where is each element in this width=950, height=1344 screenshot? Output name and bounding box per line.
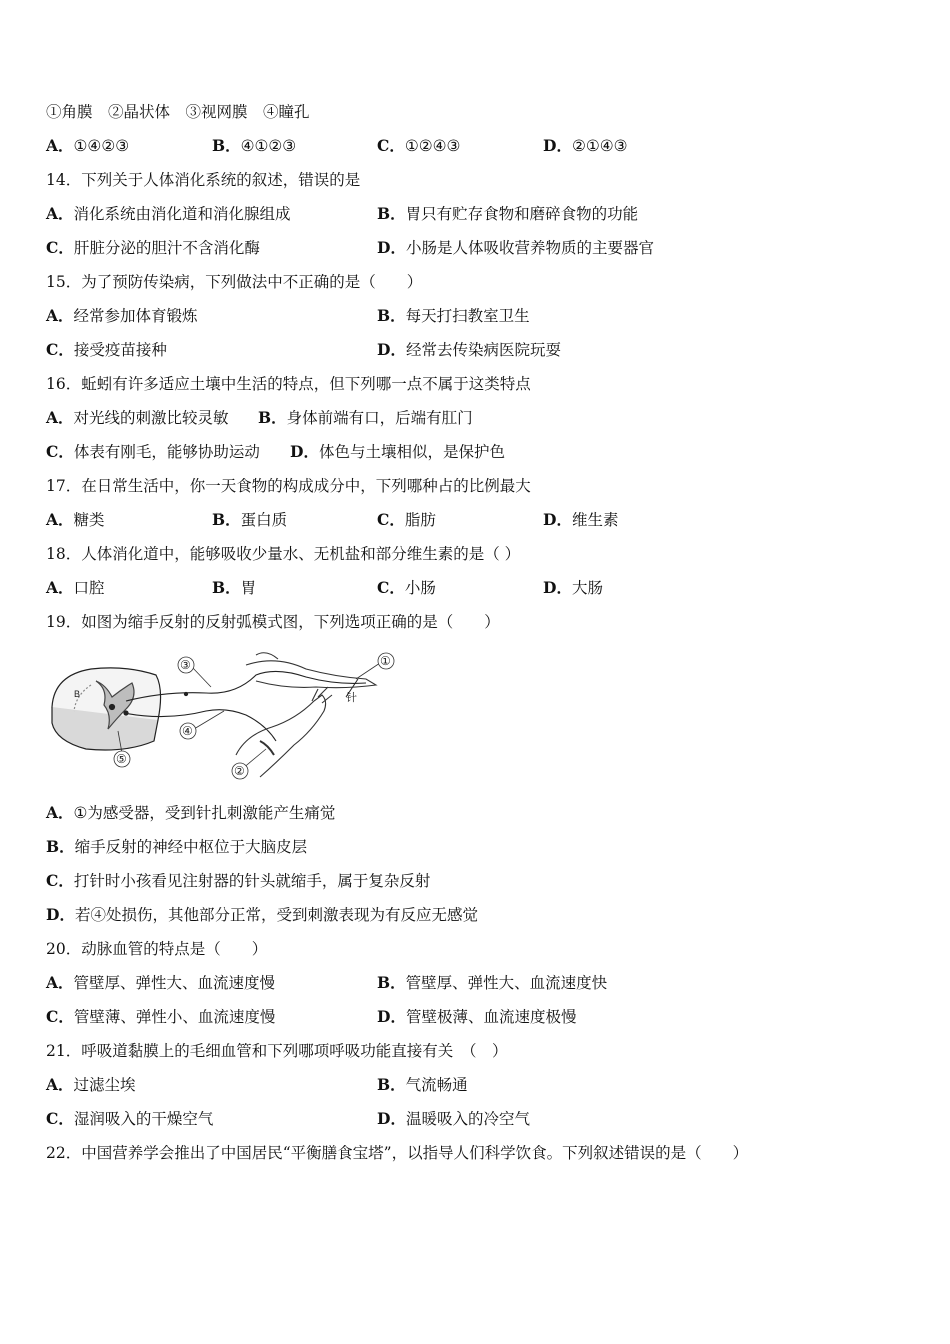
q13-option-c: C．①②④③ (377, 136, 461, 155)
figure-label-4: ④ (182, 724, 193, 738)
q19-option-d: D．若④处损伤，其他部分正常，受到刺激表现为有反应无感觉 (46, 905, 478, 924)
q21-stem: 21．呼吸道黏膜上的毛细血管和下列哪项呼吸功能直接有关 （ ） (46, 1042, 508, 1060)
q14-option-a: A．消化系统由消化道和消化腺组成 (46, 204, 291, 223)
q18-option-b: B．胃 (212, 578, 257, 597)
figure-label-b: B (74, 689, 81, 699)
figure-label-1: ① (380, 654, 391, 668)
q16-option-d: D．体色与土壤相似，是保护色 (290, 442, 505, 461)
q13-option-b: B．④①②③ (212, 136, 297, 155)
q13-option-a: A．①④②③ (46, 136, 130, 155)
spinal-cord-section (52, 668, 161, 750)
q14-stem: 14．下列关于人体消化系统的叙述，错误的是 (46, 171, 361, 189)
q19-option-b: B．缩手反射的神经中枢位于大脑皮层 (46, 837, 308, 856)
q21-option-b: B．气流畅通 (377, 1075, 468, 1094)
q14-option-d: D．小肠是人体吸收营养物质的主要器官 (377, 238, 654, 257)
q20-option-d: D．管壁极薄、血流速度极慢 (377, 1007, 577, 1026)
q16-option-a: A．对光线的刺激比较灵敏 (46, 408, 229, 427)
q22-stem: 22．中国营养学会推出了中国居民“平衡膳食宝塔”，以指导人们科学饮食。下列叙述错误的是（ ） (46, 1144, 749, 1162)
q17-option-d: D．维生素 (543, 510, 619, 529)
q16-option-b: B．身体前端有口，后端有肛门 (258, 408, 473, 427)
arm-illustration (236, 653, 376, 777)
q19-option-a: A．①为感受器，受到针扎刺激能产生痛觉 (46, 803, 336, 822)
figure-label-3: ③ (180, 658, 191, 672)
q17-option-c: C．脂肪 (377, 510, 436, 529)
q21-option-d: D．温暖吸入的冷空气 (377, 1109, 530, 1128)
q16-stem: 16．蚯蚓有许多适应土壤中生活的特点，但下列哪一点不属于这类特点 (46, 375, 531, 393)
q20-option-b: B．管壁厚、弹性大、血流速度快 (377, 973, 608, 992)
reflex-arc-figure (46, 645, 406, 785)
q17-option-b: B．蛋白质 (212, 510, 288, 529)
q19-stem: 19．如图为缩手反射的反射弧模式图，下列选项正确的是（ ） (46, 613, 500, 631)
q15-stem: 15．为了预防传染病，下列做法中不正确的是（ ） (46, 273, 423, 291)
q14-option-b: B．胃只有贮存食物和磨碎食物的功能 (377, 204, 639, 223)
figure-label-needle: 针 (346, 691, 357, 704)
figure-label-5: ⑤ (116, 752, 127, 766)
q13-items: ①角膜 ②晶状体 ③视网膜 ④瞳孔 (46, 103, 310, 121)
q15-option-c: C．接受疫苗接种 (46, 340, 167, 359)
q19-option-c: C．打针时小孩看见注射器的针头就缩手，属于复杂反射 (46, 871, 431, 890)
q15-option-b: B．每天打扫教室卫生 (377, 306, 530, 325)
q13-option-d: D．②①④③ (543, 136, 628, 155)
q21-option-c: C．湿润吸入的干燥空气 (46, 1109, 214, 1128)
q17-option-a: A．糖类 (46, 510, 105, 529)
q15-option-a: A．经常参加体育锻炼 (46, 306, 198, 325)
q14-option-c: C．肝脏分泌的胆汁不含消化酶 (46, 238, 260, 257)
q17-stem: 17．在日常生活中，你一天食物的构成成分中，下列哪种占的比例最大 (46, 477, 531, 495)
q21-option-a: A．过滤尘埃 (46, 1075, 136, 1094)
q18-stem: 18．人体消化道中，能够吸收少量水、无机盐和部分维生素的是（ ） (46, 545, 521, 563)
q20-option-a: A．管壁厚、弹性大、血流速度慢 (46, 973, 276, 992)
q18-option-a: A．口腔 (46, 578, 105, 597)
q15-option-d: D．经常去传染病医院玩耍 (377, 340, 561, 359)
figure-label-2: ② (234, 764, 245, 778)
q16-option-c: C．体表有刚毛，能够协助运动 (46, 442, 260, 461)
q20-option-c: C．管壁薄、弹性小、血流速度慢 (46, 1007, 276, 1026)
q18-option-c: C．小肠 (377, 578, 436, 597)
q20-stem: 20．动脉血管的特点是（ ） (46, 940, 268, 958)
q18-option-d: D．大肠 (543, 578, 603, 597)
